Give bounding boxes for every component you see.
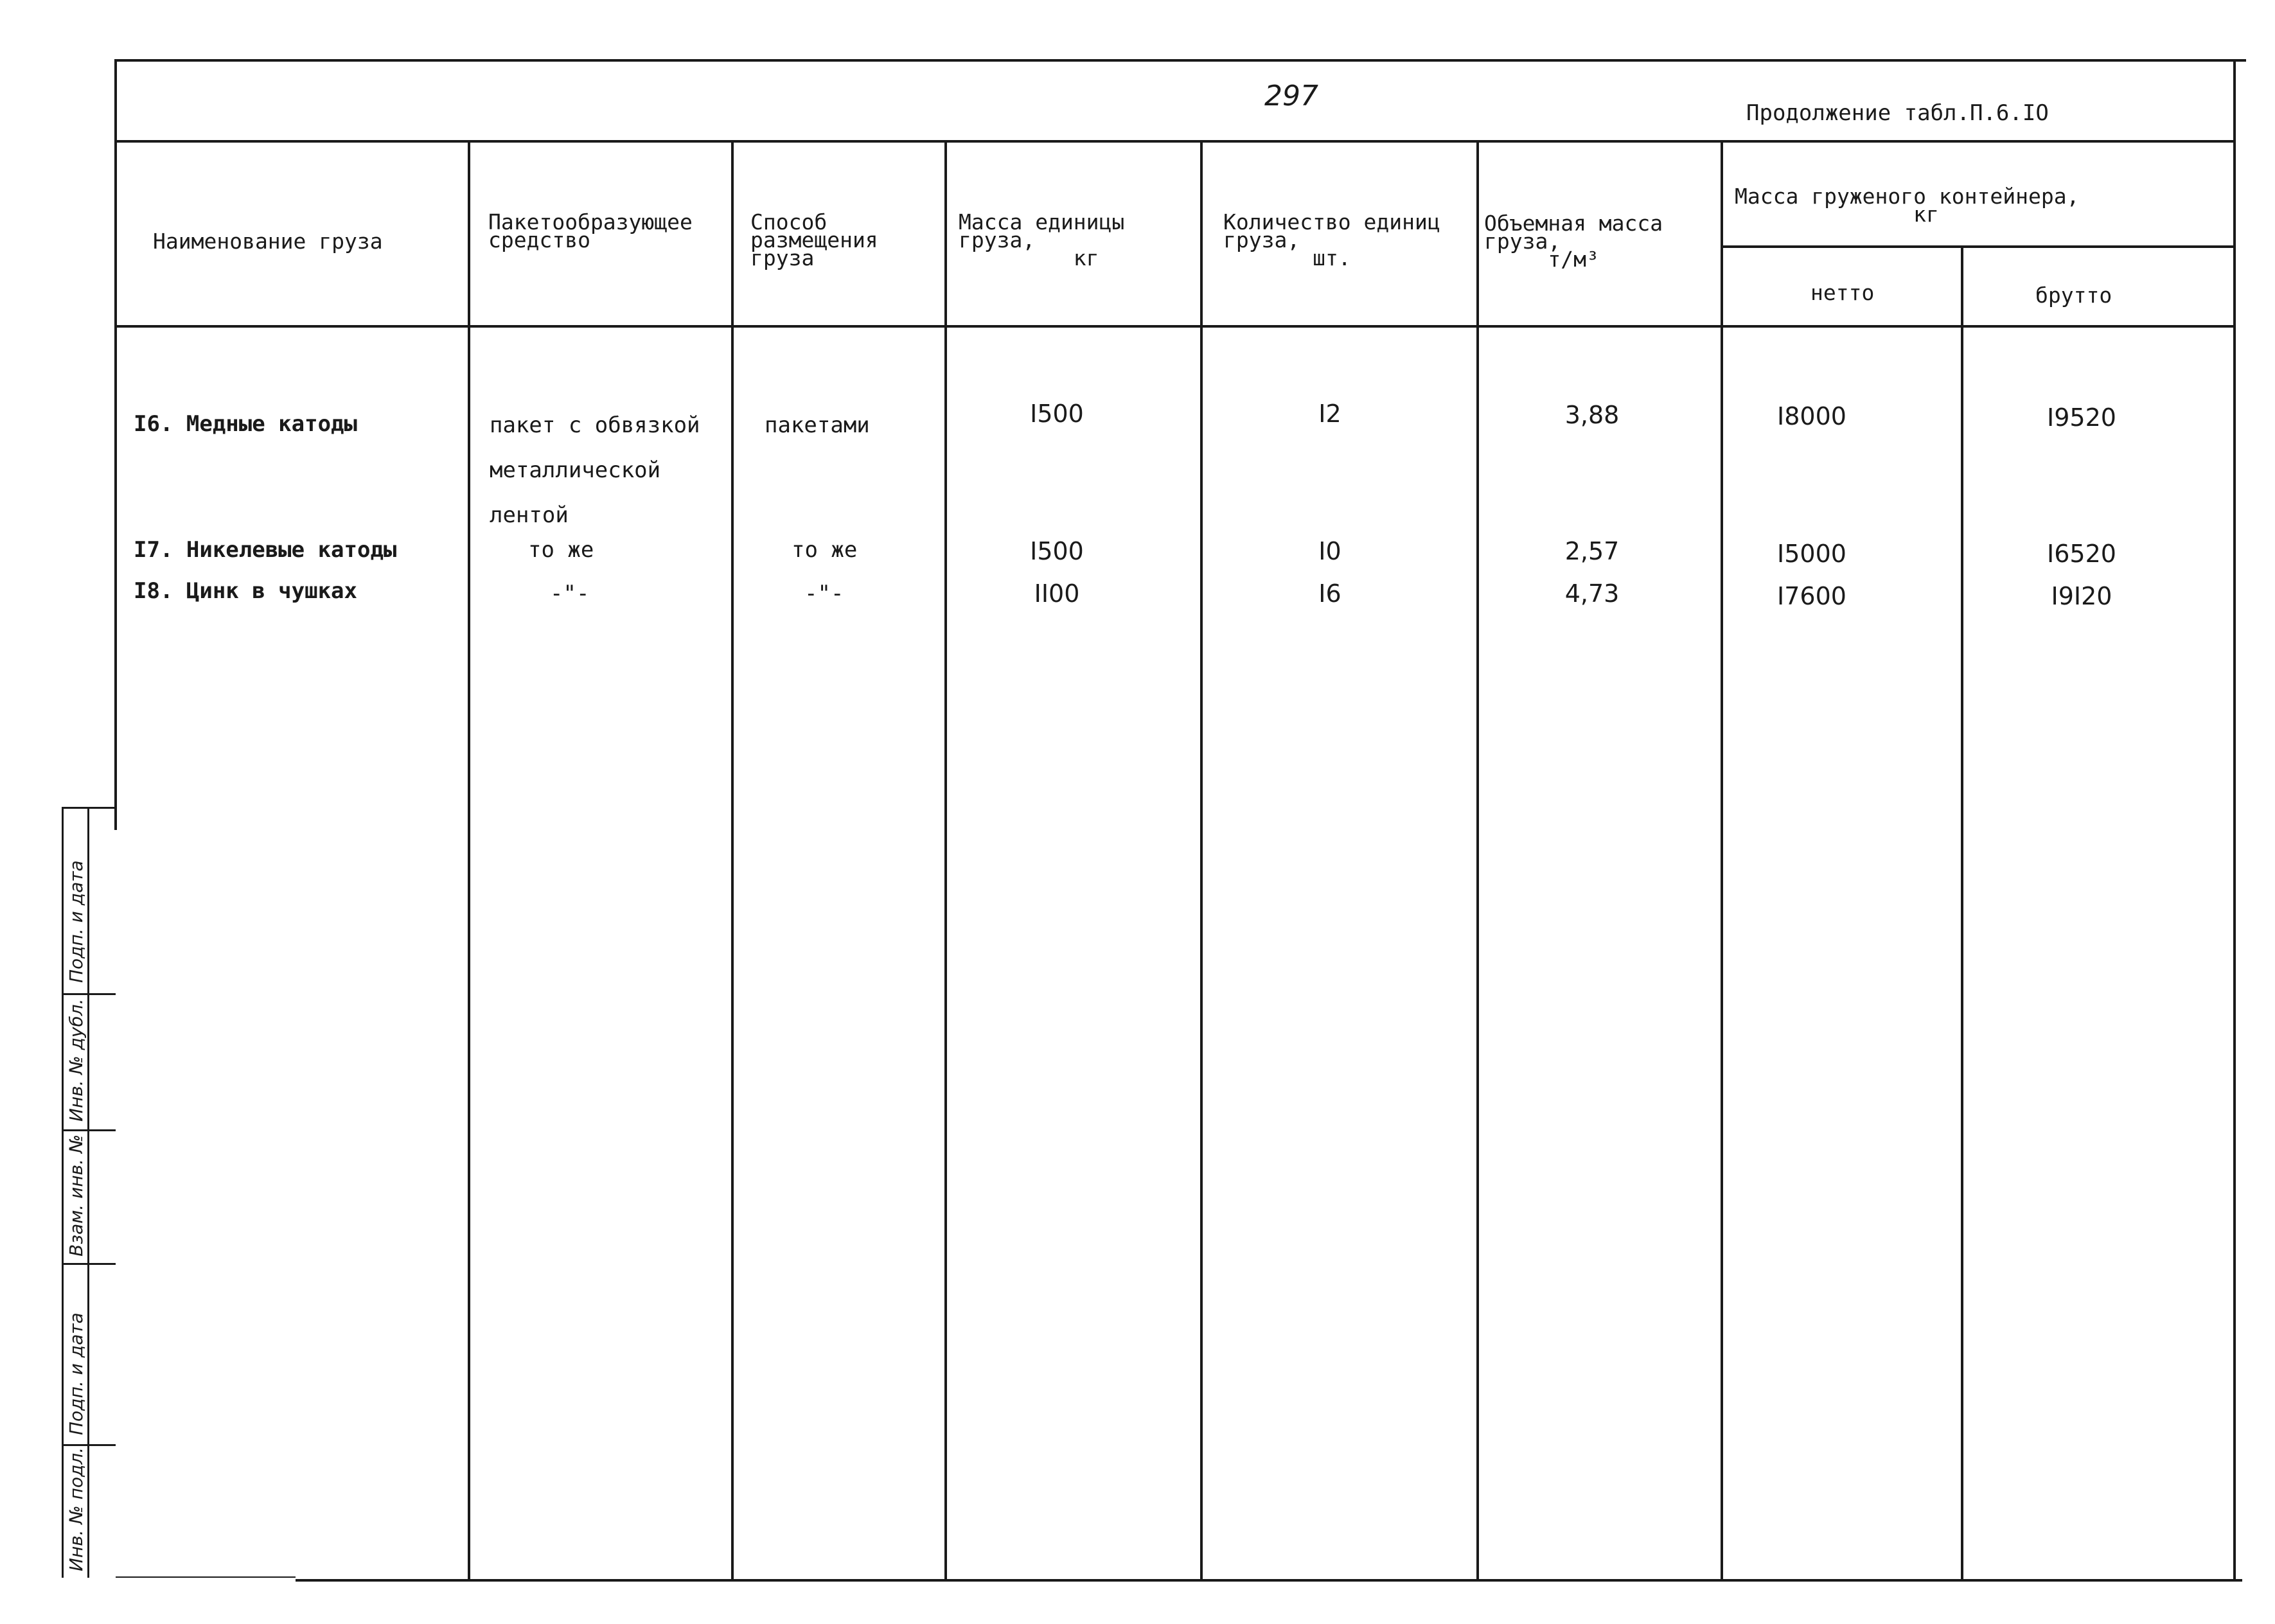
header-unit-count: Количество единиц груза, шт. [1223,209,1440,270]
bulk-density: 3,88 [1564,401,1620,429]
stamp-bottom-line [116,1576,296,1578]
unit-count: I6 [1318,579,1341,608]
stamp-divider-1 [62,993,116,995]
net-mass: I8000 [1777,402,1846,430]
container-mass-divider [1721,245,2235,248]
unit-count: I2 [1318,400,1341,428]
unit-mass: II00 [1034,579,1080,608]
column-divider-6 [1721,140,1723,1580]
column-divider-2 [731,140,734,1580]
stamp-top-line [62,807,116,809]
stamp-duplicate-inv: Инв. № дубл. [66,998,87,1122]
stamp-original-inv: Инв. № подл. [66,1447,87,1571]
placement: -"- [804,581,844,606]
column-divider-1 [468,140,470,1580]
cargo-name: I8. Цинк в чушках [134,578,357,604]
gross-mass: I6520 [2047,540,2116,568]
packaging-line: -"- [550,581,590,606]
bulk-density: 4,73 [1564,579,1620,608]
stamp-divider-4 [62,1444,116,1446]
table-continuation-label: Продолжение табл.П.6.IO [1746,100,2049,126]
column-divider-5 [1476,140,1479,1580]
placement: пакетами [765,412,870,438]
packaging-line: то же [528,537,594,563]
gross-mass: I9520 [2047,403,2116,432]
net-mass: I5000 [1777,540,1846,568]
placement: то же [792,537,858,563]
header-cargo-name: Наименование груза [153,229,383,254]
column-divider-3 [944,140,947,1580]
unit-count: I0 [1318,537,1341,565]
packaging-line: пакет с обвязкой [490,412,700,438]
header-container-mass: Масса груженого контейнера, кг [1735,184,2080,227]
stamp-replacement-inv: Взам. инв. № [66,1134,87,1257]
cargo-name: I6. Медные катоды [134,411,357,437]
column-divider-7 [1961,245,1963,1580]
stamp-sign-date-2: Подп. и дата [66,1312,87,1435]
page-number: 297 [1264,80,1318,112]
frame-top-line [114,59,2246,62]
bulk-density: 2,57 [1564,537,1620,565]
frame-left-line [114,59,117,830]
stamp-sign-date-1: Подп. и дата [66,860,87,983]
gross-mass: I9I20 [2051,582,2112,610]
frame-bottom-line [296,1579,2242,1582]
header-net: нетто [1810,280,1875,305]
header-bulk-density: Объемная масса груза, т/м³ [1484,211,1663,272]
header-packaging: Пакетообразующее средство [488,209,693,252]
frame-right-line [2233,59,2236,1580]
header-gross: брутто [2035,283,2112,308]
unit-mass: I500 [1030,537,1084,565]
packaging-line: лентой [490,502,569,528]
header-placement: Способ размещения груза [750,209,878,270]
stamp-divider-3 [62,1263,116,1265]
cargo-name: I7. Никелевые катоды [134,537,397,563]
header-unit-mass: Масса единицы груза, кг [959,209,1125,270]
stamp-outer-line [62,807,64,1578]
header-bottom-line [116,325,2236,328]
column-divider-4 [1200,140,1203,1580]
unit-mass: I500 [1030,400,1084,428]
stamp-inner-line [87,807,89,1578]
packaging-line: металлической [490,457,661,483]
net-mass: I7600 [1777,582,1846,610]
stamp-divider-2 [62,1129,116,1131]
header-top-line [116,140,2236,143]
